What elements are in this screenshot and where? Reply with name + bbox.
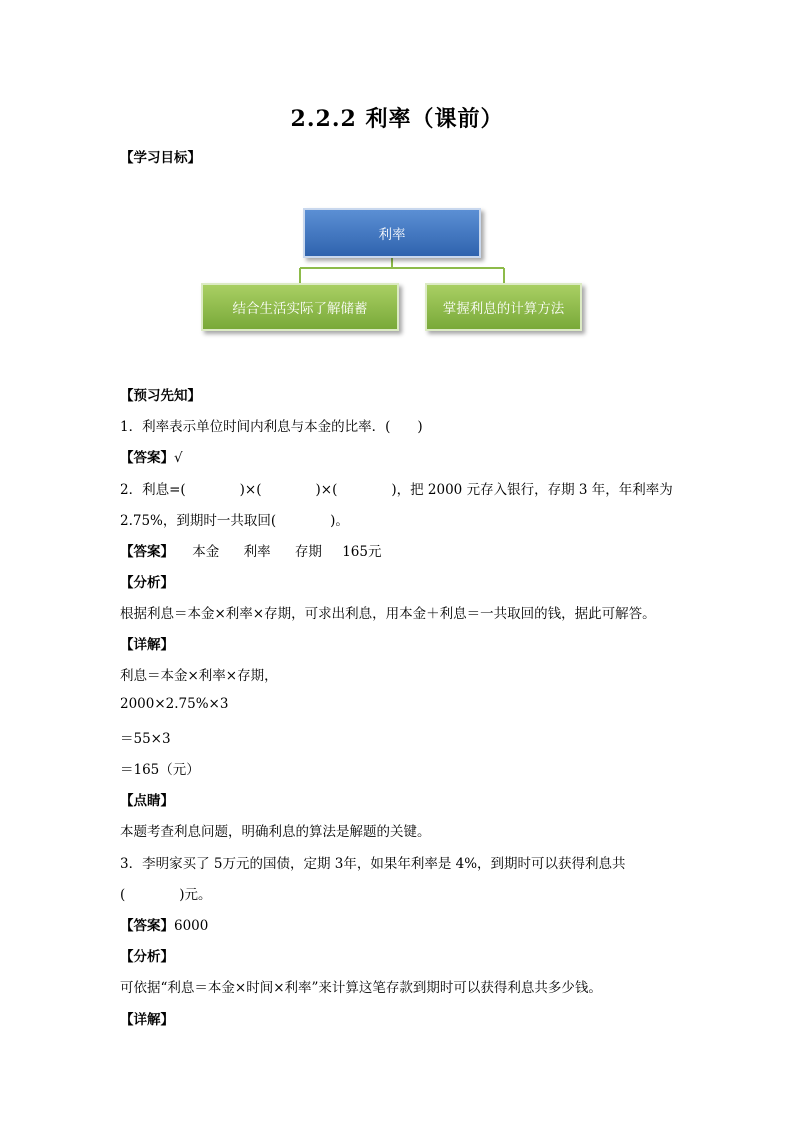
preview-heading: 【预习先知】 bbox=[120, 388, 201, 404]
q1-text: 1．利率表示单位时间内利息与本金的比率．( ) bbox=[120, 419, 423, 435]
q2-analysis-label: 【分析】 bbox=[120, 575, 174, 591]
q2-answer-label: 【答案】 bbox=[120, 544, 174, 560]
goals-heading: 【学习目标】 bbox=[120, 150, 201, 166]
q2-answer-1: 本金 bbox=[192, 544, 220, 560]
q1-answer-value: √ bbox=[174, 450, 183, 466]
diagram-connectors bbox=[0, 0, 794, 400]
q2-answer-3: 存期 bbox=[294, 544, 322, 560]
q2-answer-2: 利率 bbox=[243, 544, 271, 560]
diagram-left-node bbox=[201, 283, 399, 331]
q3-answer-label: 【答案】 bbox=[120, 918, 174, 934]
q2-line2: 2.75%，到期时一共取回( )。 bbox=[120, 513, 349, 529]
q3-line1: 3．李明家买了 5万元的国债，定期 3年，如果年利率是 4%，到期时可以获得利息共 bbox=[120, 856, 626, 872]
diagram-right-node bbox=[425, 283, 582, 331]
q2-tip: 本题考查利息问题，明确利息的算法是解题的关键。 bbox=[120, 824, 431, 840]
q2-detail-line-3: ＝55×3 bbox=[120, 731, 171, 747]
q2-tip-label: 【点睛】 bbox=[120, 793, 174, 809]
q1-answer-label: 【答案】 bbox=[120, 450, 174, 466]
q3-answer bbox=[120, 914, 208, 934]
diagram-left-label: 结合生活实际了解储蓄 bbox=[232, 301, 368, 317]
diagram-root-node bbox=[303, 208, 481, 258]
q2-answer bbox=[120, 540, 381, 560]
diagram-right-label: 掌握利息的计算方法 bbox=[442, 301, 565, 317]
q2-analysis: 根据利息＝本金×利率×存期，可求出利息，用本金＋利息＝一共取回的钱，据此可解答。 bbox=[120, 606, 656, 622]
q3-analysis: 可依据“利息＝本金×时间×利率”来计算这笔存款到期时可以获得利息共多少钱。 bbox=[120, 980, 602, 996]
q3-detail-label: 【详解】 bbox=[120, 1012, 174, 1028]
q2-answer-4: 165元 bbox=[342, 544, 382, 560]
q2-detail-line-1: 利息＝本金×利率×存期， bbox=[120, 668, 278, 684]
q2-line1: 2．利息=( )×( )×( )，把 2000 元存入银行，存期 3 年，年利率为 bbox=[120, 482, 673, 498]
q2-detail-line-4: ＝165（元） bbox=[120, 762, 200, 778]
q3-line2: ( )元。 bbox=[120, 887, 212, 903]
q2-detail-line-2: 2000×2.75%×3 bbox=[120, 696, 229, 712]
page-title: 2.2.2 利率（课前） bbox=[290, 106, 504, 132]
q3-analysis-label: 【分析】 bbox=[120, 949, 174, 965]
q2-detail-label: 【详解】 bbox=[120, 637, 174, 653]
diagram-root-label: 利率 bbox=[378, 227, 406, 243]
q3-answer-value: 6000 bbox=[174, 918, 209, 934]
q1-answer bbox=[120, 446, 183, 466]
